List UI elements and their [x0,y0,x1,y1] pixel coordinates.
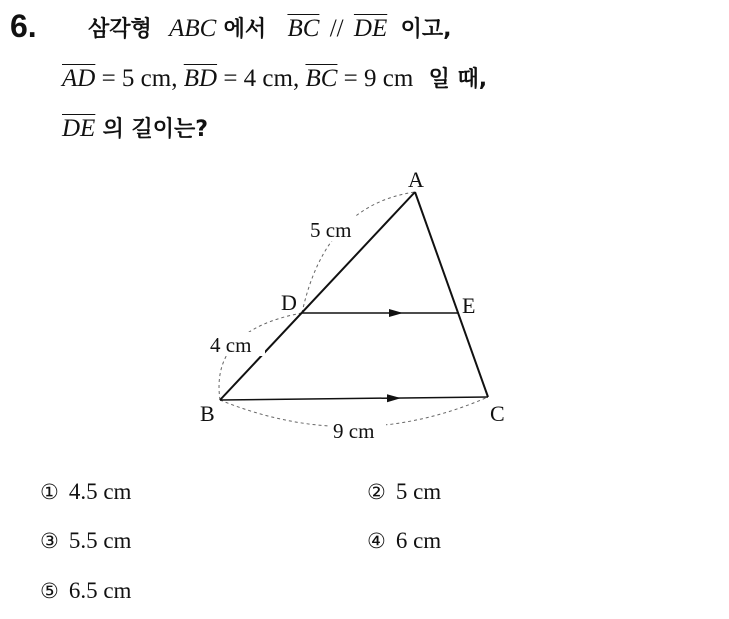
choice-5[interactable] [40,578,131,604]
choice-3-mark: ③ [40,529,59,553]
text-length-question: 의 길이는? [102,117,209,142]
choice-4[interactable] [367,528,441,554]
length-label-ad: 5 cm [310,218,352,242]
separator-1: , [171,65,184,92]
segment-bc: $\overline{BC}$ [287,15,320,42]
side-bc [220,397,488,400]
segment-ad: $\overline{AD}$ [62,65,96,92]
segment-bc-2: $\overline{BC}$ [305,65,338,92]
choice-1-text: 4.5 cm [68,479,132,504]
choice-5-mark: ⑤ [40,579,59,603]
text-triangle: 삼각형 [88,17,152,42]
choice-3[interactable] [40,528,131,554]
side-ac [415,192,488,397]
question-number: 6. [10,8,37,44]
text-il-ttae: 일 때, [428,67,488,92]
triangle-name: ABC [169,15,217,42]
choice-4-mark: ④ [367,529,386,553]
value-bc: = 9 cm [337,65,414,92]
segment-de: $\overline{DE}$ [353,15,388,42]
choice-1-mark: ① [40,480,59,504]
point-label-c: C [490,401,505,426]
parallel-symbol: // [329,15,344,42]
value-ad: = 5 cm [95,65,172,92]
choice-2-mark: ② [367,480,386,504]
text-eseo: 에서 [223,17,267,42]
choice-3-text: 5.5 cm [68,528,132,553]
point-label-b: B [200,401,215,426]
choice-2-text: 5 cm [395,479,442,504]
segment-de-2: $\overline{DE}$ [62,115,96,142]
point-label-e: E [462,293,476,318]
choice-2[interactable] [367,479,441,505]
point-label-a: A [408,167,424,192]
value-bd: = 4 cm [217,65,293,92]
length-label-bc: 9 cm [333,419,375,443]
choice-1[interactable] [40,479,131,505]
choice-5-text: 6.5 cm [68,578,132,603]
point-label-d: D [281,290,297,315]
length-label-bd: 4 cm [210,333,252,357]
segment-bd: $\overline{BD}$ [183,65,218,92]
separator-2: , [292,65,306,92]
text-igo: 이고, [400,17,452,42]
choice-4-text: 6 cm [395,528,442,553]
